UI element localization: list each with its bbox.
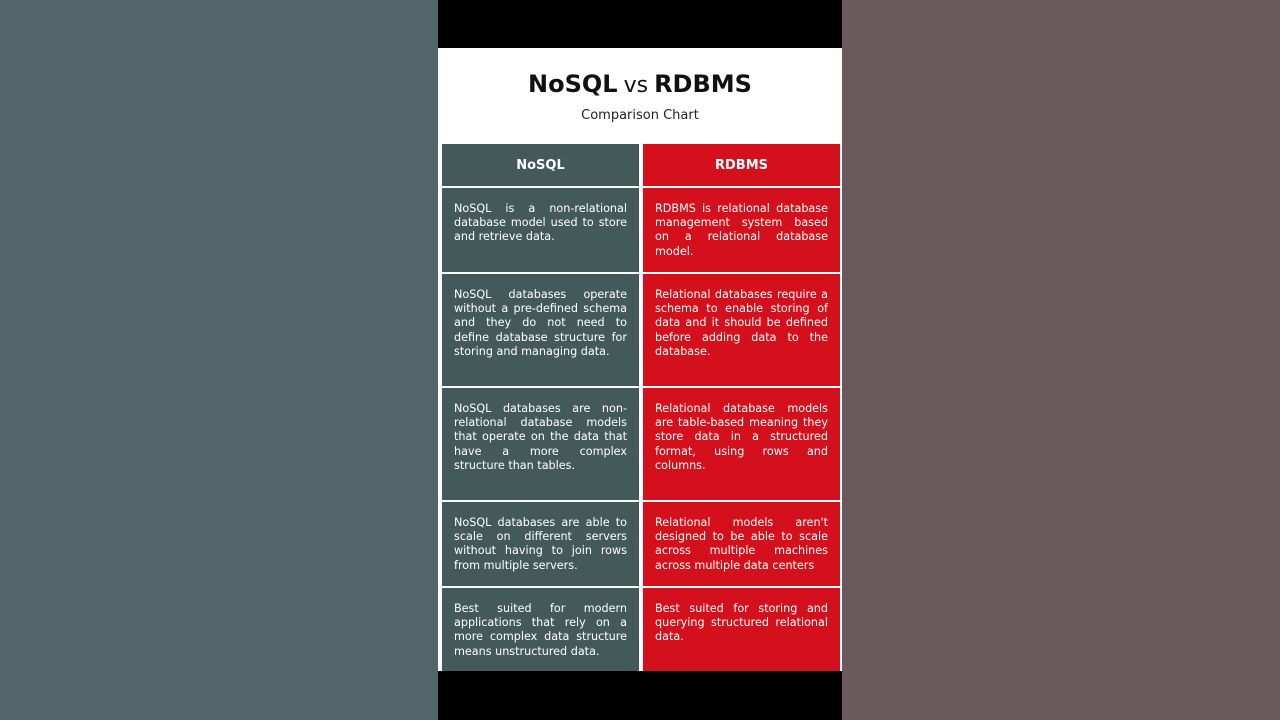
rdbms-cell: Relational databases require a schema to enable storing of data and it should be defined before adding data to the database.: [643, 274, 840, 386]
rdbms-header: RDBMS: [643, 144, 840, 186]
nosql-cell: NoSQL is a non-relational database model used to store and retrieve data.: [442, 188, 639, 272]
nosql-column: [442, 144, 639, 671]
nosql-cell: Best suited for modern applications that rely on a more complex data structure means unstructured data.: [442, 588, 639, 671]
nosql-cell: NoSQL databases are non-relational database models that operate on the data that have a more complex structure than tables.: [442, 388, 639, 500]
nosql-header: NoSQL: [442, 144, 639, 186]
chart-title: [438, 70, 842, 98]
chart-subtitle: Comparison Chart: [581, 108, 699, 123]
comparison-card: [438, 48, 842, 671]
rdbms-cell: Best suited for storing and querying structured relational data.: [643, 588, 840, 671]
nosql-cell: NoSQL databases operate without a pre-defined schema and they do not need to define database structure for storing and managing data.: [442, 274, 639, 386]
rdbms-cell: Relational database models are table-based meaning they store data in a structured format, using rows and columns.: [643, 388, 840, 500]
title-right: RDBMS: [654, 70, 752, 98]
rdbms-cell: RDBMS is relational database management system based on a relational database model.: [643, 188, 840, 272]
blurred-background-left: [0, 0, 438, 720]
title-vs: vs: [623, 73, 649, 98]
rdbms-column: [643, 144, 840, 671]
vertical-video: [438, 0, 842, 720]
nosql-cell: NoSQL databases are able to scale on different servers without having to join rows from multiple servers.: [442, 502, 639, 586]
blurred-background-right: [842, 0, 1280, 720]
title-left: NoSQL: [528, 70, 618, 98]
rdbms-cell: Relational models aren't designed to be able to scale across multiple machines across multiple data centers: [643, 502, 840, 586]
